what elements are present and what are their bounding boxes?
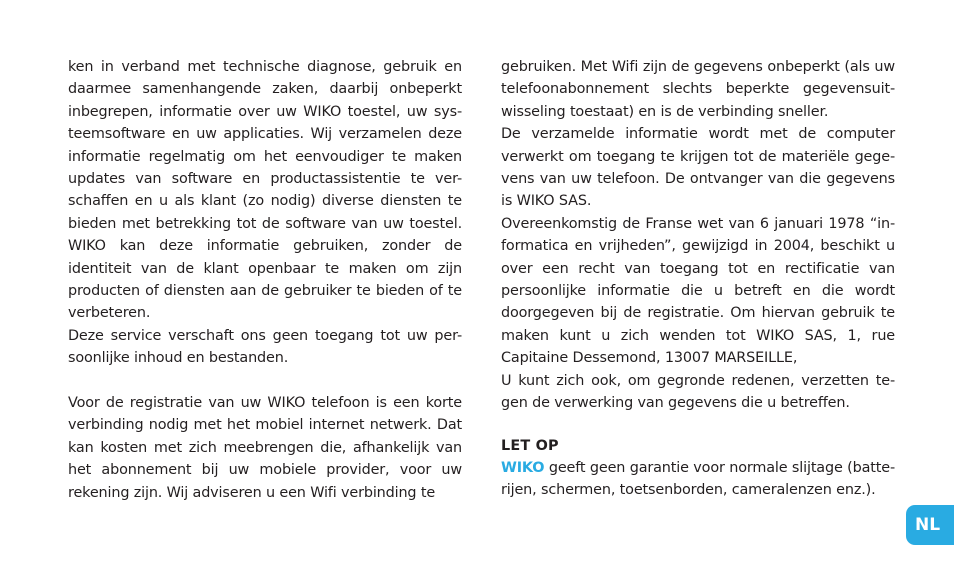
paragraph-diagnostics: ken in verband met technische diagnose, gebruik en daarmee samenhangende zaken, daarbij onbeperkt inbegrepen, informatie over uw WIKO toestel, uw sys-teemsoftware en uw applicaties. Wij verzamelen deze informatie regelmatig om het eenvoudiger te maken updates van software en productassistentie te ver-schaffen en u als klant (zo nodig) diverse diensten te bieden met betrekking tot de software van uw toestel. WIKO kan deze informatie gebruiken, zonder de identiteit van de klant openbaar te maken om zijn producten of diensten aan de gebruiker te bieden of te verbeteren. bbox=[68, 59, 462, 322]
paragraph-registration: Voor de registratie van uw WIKO telefoon is een korte verbinding nodig met het mobiel internet netwerk. Dat kan kosten met zich meebrengen die, afhankelijk van het abonnement bij uw mobiele provider, voor uw rekening zijn. Wij adviseren u een Wifi verbinding te bbox=[68, 395, 462, 501]
paragraph-spacer bbox=[68, 370, 462, 392]
notice-text: geeft geen garantie voor normale slijtage (batte-rijen, schermen, toetsenborden, cameralenzen enz.). bbox=[501, 459, 895, 499]
right-column bbox=[501, 56, 895, 502]
language-badge: NL bbox=[906, 505, 954, 545]
paragraph-data-recipient: De verzamelde informatie wordt met de computer verwerkt om toegang te krijgen tot de materiële gege-vens van uw telefoon. De ontvanger van die gegevens is WIKO SAS. bbox=[501, 126, 895, 210]
notice-heading: LET OP bbox=[501, 437, 559, 454]
paragraph-privacy-law: Overeenkomstig de Franse wet van 6 januari 1978 “in-formatica en vrijheden”, gewijzigd in 2004, beschikt u over een recht van toegang tot en rectificatie van persoonlijke informatie die u betreft en die wordt doorgegeven bij de registratie. Om hiervan gebruik te maken kunt u zich wenden tot WIKO SAS, 1, rue Capitaine Dessemond, 13007 MARSEILLE, bbox=[501, 215, 895, 367]
left-column bbox=[68, 56, 462, 504]
paragraph-wifi: gebruiken. Met Wifi zijn de gegevens onbeperkt (als uw telefoonabonnement slechts beperkte gegevensuit-wisseling toestaat) en is de verbinding sneller. bbox=[501, 59, 895, 120]
paragraph-spacer bbox=[501, 415, 895, 435]
brand-name: WIKO bbox=[501, 459, 545, 476]
paragraph-personal-content: Deze service verschaft ons geen toegang tot uw per-soonlijke inhoud en bestanden. bbox=[68, 327, 462, 367]
notice-paragraph bbox=[501, 457, 895, 502]
paragraph-objection: U kunt zich ook, om gegronde redenen, verzetten te-gen de verwerking van gegevens die u betreffen. bbox=[501, 372, 895, 412]
